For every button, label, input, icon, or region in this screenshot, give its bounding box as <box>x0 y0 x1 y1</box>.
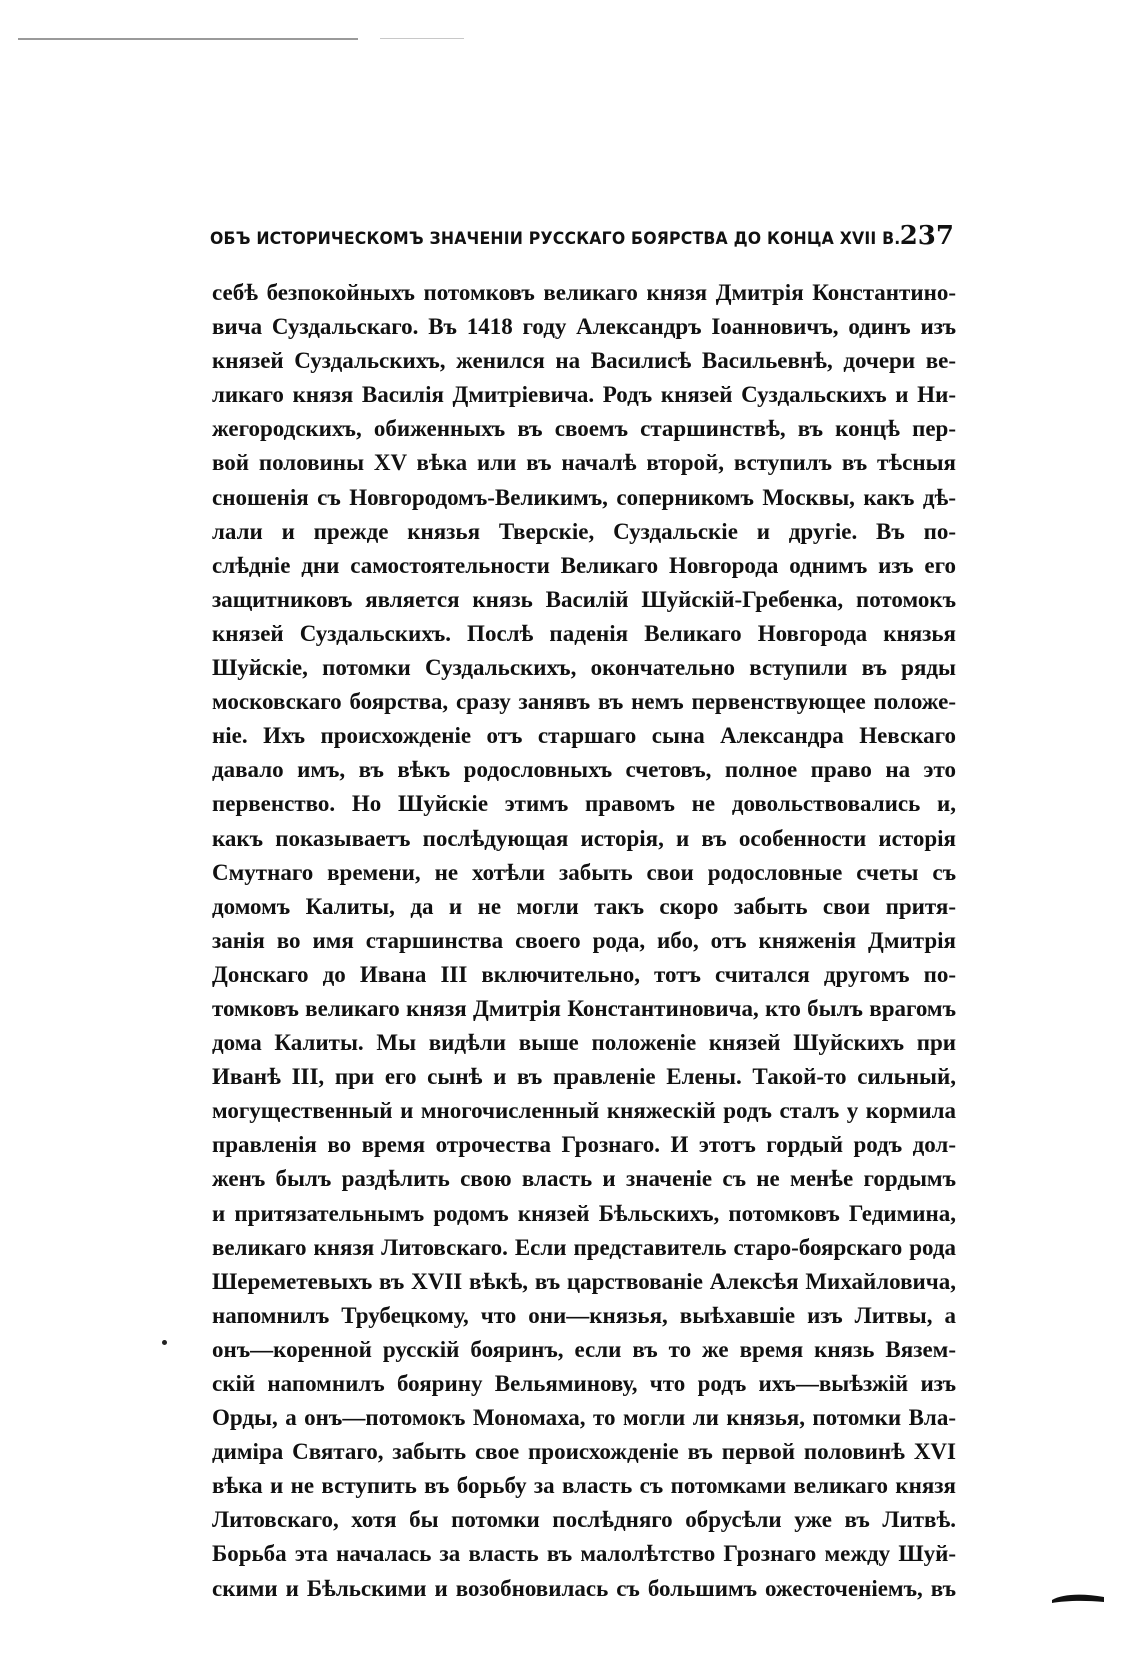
text-line: ликаго князя Василія Дмитріевича. Родъ князей Суздальскихъ и Ни- <box>212 382 956 408</box>
page-number: 237 <box>899 221 954 251</box>
margin-dot <box>162 1340 167 1345</box>
text-line: томковъ великаго князя Дмитрія Константиновича, кто былъ врагомъ <box>212 995 956 1021</box>
text-line: Шереметевыхъ въ XVII вѣкѣ, въ царствованіе Алексѣя Михайловича, <box>212 1268 956 1294</box>
text-line: женъ былъ раздѣлить свою власть и значеніе съ не менѣе гордымъ <box>212 1166 956 1192</box>
text-line: вича Суздальскаго. Въ 1418 году Александръ Іоанновичъ, одинъ изъ <box>212 314 956 340</box>
text-line: напомнилъ Трубецкому, что они—князья, выѣхавшіе изъ Литвы, а <box>212 1302 956 1328</box>
text-line: лали и прежде князья Тверскіе, Суздальскіе и другіе. Въ по- <box>212 518 956 544</box>
text-line: князей Суздальскихъ, женился на Василисѣ Васильевнѣ, дочери ве- <box>212 348 956 374</box>
top-scan-rule <box>18 38 358 40</box>
text-line: слѣдніе дни самостоятельности Великаго Новгорода однимъ изъ его <box>212 552 956 578</box>
text-line: скими и Бѣльскими и возобновилась съ большимъ ожесточеніемъ, въ <box>212 1575 956 1601</box>
text-line: Орды, а онъ—потомокъ Мономаха, то могли ли князья, потомки Вла- <box>212 1405 956 1431</box>
text-line: Литовскаго, хотя бы потомки послѣдняго обрусѣли уже въ Литвѣ. <box>212 1507 956 1533</box>
body-text <box>212 276 956 1606</box>
text-line: Смутнаго времени, не хотѣли забыть свои родословные счеты съ <box>212 859 956 885</box>
text-line: великаго князя Литовскаго. Если представитель старо-боярскаго рода <box>212 1234 956 1260</box>
text-line: сношенія съ Новгородомъ-Великимъ, соперникомъ Москвы, какъ дѣ- <box>212 484 956 510</box>
text-line: Донскаго до Ивана III включительно, тотъ считался другомъ по- <box>212 961 956 987</box>
running-title: ОБЪ ИСТОРИЧЕСКОМЪ ЗНАЧЕНІИ РУССКАГО БОЯРСТВА ДО КОНЦА XVII В. <box>210 229 901 249</box>
text-line: Борьба эта началась за власть въ малолѣтство Грознаго между Шуй- <box>212 1541 956 1567</box>
text-line: вой половины XV вѣка или въ началѣ второй, вступилъ въ тѣсныя <box>212 450 956 476</box>
text-line: вѣка и не вступить въ борьбу за власть съ потомками великаго князя <box>212 1473 956 1499</box>
text-line: Иванѣ III, при его сынѣ и въ правленіе Елены. Такой-то сильный, <box>212 1064 956 1090</box>
text-line: диміра Святаго, забыть свое происхожденіе въ первой половинѣ XVI <box>212 1439 956 1465</box>
text-line: защитниковъ является князь Василій Шуйскій-Гребенка, потомокъ <box>212 586 956 612</box>
text-line: князей Суздальскихъ. Послѣ паденія Великаго Новгорода князья <box>212 620 956 646</box>
text-line: Шуйскіе, потомки Суздальскихъ, окончательно вступили въ ряды <box>212 655 956 681</box>
text-line: и притязательнымъ родомъ князей Бѣльскихъ, потомковъ Гедимина, <box>212 1200 956 1226</box>
text-line: онъ—коренной русскій бояринъ, если въ то же время князь Вязем- <box>212 1336 956 1362</box>
text-line: скій напомнилъ боярину Вельяминову, что родъ ихъ—выѣзжій изъ <box>212 1371 956 1396</box>
text-line: себѣ безпокойныхъ потомковъ великаго князя Дмитрія Константино- <box>212 280 956 305</box>
text-line: жегородскихъ, обиженныхъ въ своемъ старшинствѣ, въ концѣ пер- <box>212 416 956 442</box>
text-line: занія во имя старшинства своего рода, ибо, отъ княженія Дмитрія <box>212 927 956 953</box>
text-line: правленія во время отрочества Грознаго. И этотъ гордый родъ дол- <box>212 1132 956 1158</box>
text-line: дома Калиты. Мы видѣли выше положеніе князей Шуйскихъ при <box>212 1030 956 1056</box>
text-line: ніе. Ихъ происхожденіе отъ старшаго сына Александра Невскаго <box>212 723 956 749</box>
text-line: домомъ Калиты, да и не могли такъ скоро забыть свои притя- <box>212 893 956 919</box>
page-edge-mark <box>1052 1593 1104 1605</box>
text-line: какъ показываетъ послѣдующая исторія, и въ особенности исторія <box>212 825 956 851</box>
text-line: давало имъ, въ вѣкъ родословныхъ счетовъ, полное право на это <box>212 757 956 783</box>
text-line: первенство. Но Шуйскіе этимъ правомъ не довольствовались и, <box>212 791 956 817</box>
top-scan-rule-fragment <box>380 38 464 39</box>
text-line: могущественный и многочисленный княжескій родъ сталъ у кормила <box>212 1098 956 1124</box>
running-head <box>210 221 954 257</box>
text-line: московскаго боярства, сразу занявъ въ немъ первенствующее положе- <box>212 689 956 715</box>
